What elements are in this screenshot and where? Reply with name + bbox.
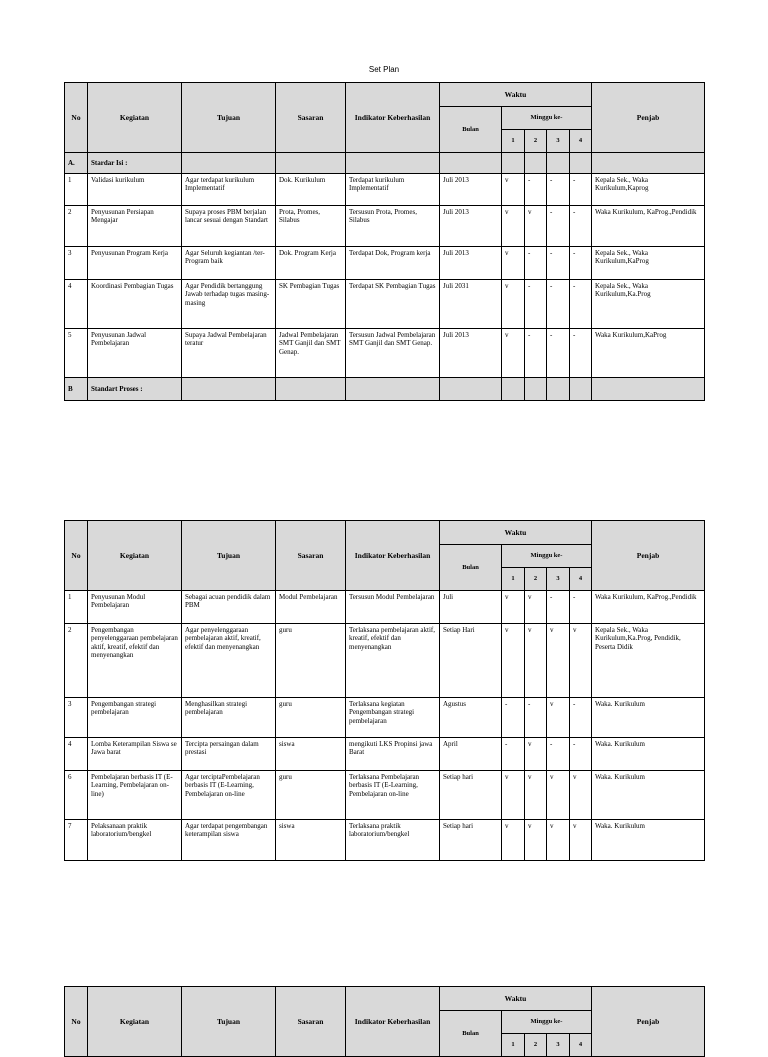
table-row <box>65 174 705 206</box>
row-indikator: Terdapat kurikulum Implementatif <box>346 174 440 206</box>
row-week-4: - <box>570 738 592 771</box>
row-sasaran: Prota, Promes, Silabus <box>276 206 346 247</box>
row-bulan: Setiap Hari <box>440 624 502 698</box>
row-no: 7 <box>65 820 88 861</box>
row-no: 5 <box>65 329 88 378</box>
row-week-1: - <box>502 738 525 771</box>
table-row <box>65 624 705 698</box>
row-bulan: Juli 2013 <box>440 206 502 247</box>
header-sasaran: Sasaran <box>276 83 346 153</box>
row-week-4: - <box>570 591 592 624</box>
row-week-4: - <box>570 280 592 329</box>
row-week-1: v <box>502 329 525 378</box>
row-kegiatan: Penyusunan Jadwal Pembelajaran <box>88 329 182 378</box>
row-sasaran: guru <box>276 698 346 738</box>
row-week-2: - <box>525 280 547 329</box>
row-week-4: - <box>570 247 592 280</box>
row-penjab: Waka Kurikulum, KaProg.,Pendidik <box>592 591 705 624</box>
row-bulan: April <box>440 738 502 771</box>
section-no: A. <box>65 153 88 174</box>
header-week-1: 1 <box>502 568 525 591</box>
row-week-1: v <box>502 624 525 698</box>
table-row <box>65 329 705 378</box>
header-bulan: Bulan <box>440 545 502 591</box>
header-week-3: 3 <box>547 1034 570 1057</box>
row-penjab: Kepala Sek., Waka Kurikulum,Ka.Prog <box>592 280 705 329</box>
row-penjab: Kepala Sek., Waka Kurikulum,Ka.Prog, Pendidik, Peserta Didik <box>592 624 705 698</box>
row-tujuan: Agar Pendidik bertanggung Jawab terhadap tugas masing-masing <box>182 280 276 329</box>
row-tujuan: Menghasilkan strategi pembelajaran <box>182 698 276 738</box>
row-week-4: v <box>570 771 592 820</box>
row-sasaran: Dok. Program Kerja <box>276 247 346 280</box>
header-indikator: Indikator Keberhasilan <box>346 987 440 1057</box>
row-no: 1 <box>65 591 88 624</box>
row-kegiatan: Penyusunan Persiapan Mengajar <box>88 206 182 247</box>
row-tujuan: Tercipta persaingan dalam prestasi <box>182 738 276 771</box>
row-week-1: v <box>502 591 525 624</box>
header-bulan: Bulan <box>440 1011 502 1057</box>
row-week-1: v <box>502 247 525 280</box>
header-bulan: Bulan <box>440 107 502 153</box>
row-no: 1 <box>65 174 88 206</box>
row-indikator: Terlaksana kegiatan Pengembangan strategi pembelajaran <box>346 698 440 738</box>
row-week-2: v <box>525 624 547 698</box>
row-bulan: Setiap hari <box>440 820 502 861</box>
row-tujuan: Agar Seluruh kegiantan /ter-Program baik <box>182 247 276 280</box>
header-indikator: Indikator Keberhasilan <box>346 83 440 153</box>
plan-table-2 <box>64 520 705 861</box>
section-row <box>65 378 705 401</box>
row-sasaran: SK Pembagian Tugas <box>276 280 346 329</box>
row-indikator: Tersusun Modul Pembelajaran <box>346 591 440 624</box>
header-week-4: 4 <box>570 130 592 153</box>
row-week-3: - <box>547 206 570 247</box>
row-indikator: Tersusun Jadwal Pembelajaran SMT Ganjil dan SMT Genap. <box>346 329 440 378</box>
header-tujuan: Tujuan <box>182 987 276 1057</box>
row-week-4: - <box>570 174 592 206</box>
row-week-4: - <box>570 329 592 378</box>
row-penjab: Waka. Kurikulum <box>592 771 705 820</box>
row-kegiatan: Validasi kurikulum <box>88 174 182 206</box>
table-row <box>65 280 705 329</box>
header-waktu: Waktu <box>440 987 592 1011</box>
row-no: 4 <box>65 280 88 329</box>
row-indikator: Terdapat Dok, Program kerja <box>346 247 440 280</box>
section-row <box>65 153 705 174</box>
header-minggu: Minggu ke- <box>502 1011 592 1034</box>
row-tujuan: Agar terciptaPembelajaran berbasis IT (E-Learning, Pembelajaran on-line <box>182 771 276 820</box>
header-week-4: 4 <box>570 568 592 591</box>
header-indikator: Indikator Keberhasilan <box>346 521 440 591</box>
row-week-3: - <box>547 738 570 771</box>
row-sasaran: Jadwal Pembelajaran SMT Ganjil dan SMT Genap. <box>276 329 346 378</box>
header-minggu: Minggu ke- <box>502 545 592 568</box>
row-week-4: - <box>570 206 592 247</box>
row-kegiatan: Koordinasi Pembagian Tugas <box>88 280 182 329</box>
row-penjab: Waka Kurikulum, KaProg.,Pendidik <box>592 206 705 247</box>
row-week-2: v <box>525 738 547 771</box>
row-bulan: Juli 2013 <box>440 329 502 378</box>
header-week-3: 3 <box>547 130 570 153</box>
row-tujuan: Agar penyelenggaraan pembelajaran aktif, kreatif, efektif dan menyenangkan <box>182 624 276 698</box>
section-no: B <box>65 378 88 401</box>
row-week-3: v <box>547 820 570 861</box>
header-week-2: 2 <box>525 568 547 591</box>
row-no: 6 <box>65 771 88 820</box>
header-week-1: 1 <box>502 130 525 153</box>
row-bulan: Juli 2013 <box>440 247 502 280</box>
header-week-3: 3 <box>547 568 570 591</box>
table-row <box>65 247 705 280</box>
table-row <box>65 738 705 771</box>
header-kegiatan: Kegiatan <box>88 521 182 591</box>
row-tujuan: Agar terdapat pengembangan keterampilan siswa <box>182 820 276 861</box>
row-penjab: Kepala Sek., Waka Kurikulum,KaProg <box>592 247 705 280</box>
table-row <box>65 591 705 624</box>
row-week-1: v <box>502 174 525 206</box>
row-week-3: v <box>547 698 570 738</box>
plan-table-3 <box>64 986 705 1057</box>
row-kegiatan: Pelaksanaan praktik laboratorium/bengkel <box>88 820 182 861</box>
row-week-3: - <box>547 591 570 624</box>
table-row <box>65 820 705 861</box>
header-sasaran: Sasaran <box>276 521 346 591</box>
header-kegiatan: Kegiatan <box>88 987 182 1057</box>
header-minggu: Minggu ke- <box>502 107 592 130</box>
row-week-2: v <box>525 591 547 624</box>
row-bulan: Juli <box>440 591 502 624</box>
row-week-1: v <box>502 771 525 820</box>
row-week-2: - <box>525 174 547 206</box>
row-penjab: Waka. Kurikulum <box>592 698 705 738</box>
header-week-2: 2 <box>525 130 547 153</box>
row-indikator: Terlaksana Pembelajaran berbasis IT (E-Learning, Pembelajaran on-line <box>346 771 440 820</box>
row-tujuan: Supaya proses PBM berjalan lancar sesuai dengan Standart <box>182 206 276 247</box>
section-label: Stardar Isi : <box>88 153 182 174</box>
row-week-3: - <box>547 247 570 280</box>
page-title: Set Plan <box>368 65 400 74</box>
header-tujuan: Tujuan <box>182 83 276 153</box>
row-sasaran: Dok. Kurikulum <box>276 174 346 206</box>
row-sasaran: siswa <box>276 820 346 861</box>
header-week-4: 4 <box>570 1034 592 1057</box>
header-waktu: Waktu <box>440 521 592 545</box>
row-indikator: Terlaksana praktik laboratorium/bengkel <box>346 820 440 861</box>
row-week-3: v <box>547 771 570 820</box>
row-week-3: - <box>547 174 570 206</box>
row-indikator: Terdapat SK Pembagian Tugas <box>346 280 440 329</box>
row-week-3: v <box>547 624 570 698</box>
header-waktu: Waktu <box>440 83 592 107</box>
row-bulan: Agustus <box>440 698 502 738</box>
row-bulan: Setiap hari <box>440 771 502 820</box>
row-sasaran: Modul Pembelajaran <box>276 591 346 624</box>
header-tujuan: Tujuan <box>182 521 276 591</box>
row-week-2: v <box>525 206 547 247</box>
header-no: No <box>65 83 88 153</box>
header-week-2: 2 <box>525 1034 547 1057</box>
row-kegiatan: Penyusunan Program Kerja <box>88 247 182 280</box>
row-week-2: - <box>525 247 547 280</box>
table-row <box>65 698 705 738</box>
row-week-2: v <box>525 771 547 820</box>
row-week-4: v <box>570 820 592 861</box>
row-no: 3 <box>65 698 88 738</box>
row-week-2: - <box>525 329 547 378</box>
plan-table-1 <box>64 82 705 401</box>
row-no: 2 <box>65 624 88 698</box>
row-week-1: - <box>502 698 525 738</box>
row-no: 2 <box>65 206 88 247</box>
row-sasaran: siswa <box>276 738 346 771</box>
row-week-2: v <box>525 820 547 861</box>
row-kegiatan: Penyusunan Modul Pembelajaran <box>88 591 182 624</box>
row-sasaran: guru <box>276 771 346 820</box>
row-tujuan: Agar terdapat kurikulum Implementatif <box>182 174 276 206</box>
row-week-1: v <box>502 206 525 247</box>
row-bulan: Juli 2031 <box>440 280 502 329</box>
header-no: No <box>65 521 88 591</box>
header-penjab: Penjab <box>592 83 705 153</box>
row-week-1: v <box>502 280 525 329</box>
row-sasaran: guru <box>276 624 346 698</box>
header-kegiatan: Kegiatan <box>88 83 182 153</box>
row-week-3: - <box>547 329 570 378</box>
row-penjab: Waka. Kurikulum <box>592 820 705 861</box>
row-indikator: Tersusun Prota, Promes, Silabus <box>346 206 440 247</box>
header-sasaran: Sasaran <box>276 987 346 1057</box>
section-label: Standart Proses : <box>88 378 182 401</box>
row-penjab: Waka Kurikulum,KaProg <box>592 329 705 378</box>
header-no: No <box>65 987 88 1057</box>
row-indikator: Terlaksana pembelajaran aktif, kreatif, efektif dan menyenangkan <box>346 624 440 698</box>
row-week-4: - <box>570 698 592 738</box>
row-bulan: Juli 2013 <box>440 174 502 206</box>
row-kegiatan: Pengembangan penyelenggaraan pembelajaran aktif, kreatif, efektif dan menyenangkan <box>88 624 182 698</box>
row-no: 4 <box>65 738 88 771</box>
row-penjab: Waka. Kurikulum <box>592 738 705 771</box>
table-row <box>65 206 705 247</box>
table-row <box>65 771 705 820</box>
row-penjab: Kepala Sek., Waka Kurikulum,Kaprog <box>592 174 705 206</box>
row-kegiatan: Lomba Keterampilan Siswa se Jawa barat <box>88 738 182 771</box>
row-week-2: - <box>525 698 547 738</box>
header-penjab: Penjab <box>592 987 705 1057</box>
row-week-1: v <box>502 820 525 861</box>
row-week-4: v <box>570 624 592 698</box>
row-indikator: mengikuti LKS Propinsi jawa Barat <box>346 738 440 771</box>
header-week-1: 1 <box>502 1034 525 1057</box>
row-tujuan: Supaya Jadwal Pembelajaran teratur <box>182 329 276 378</box>
header-penjab: Penjab <box>592 521 705 591</box>
row-tujuan: Sebagai acuan pendidik dalam PBM <box>182 591 276 624</box>
row-kegiatan: Pembelajaran berbasis IT (E-Learning, Pembelajaran on-line) <box>88 771 182 820</box>
row-kegiatan: Pengembangan strategi pembelajaran <box>88 698 182 738</box>
row-week-3: - <box>547 280 570 329</box>
row-no: 3 <box>65 247 88 280</box>
